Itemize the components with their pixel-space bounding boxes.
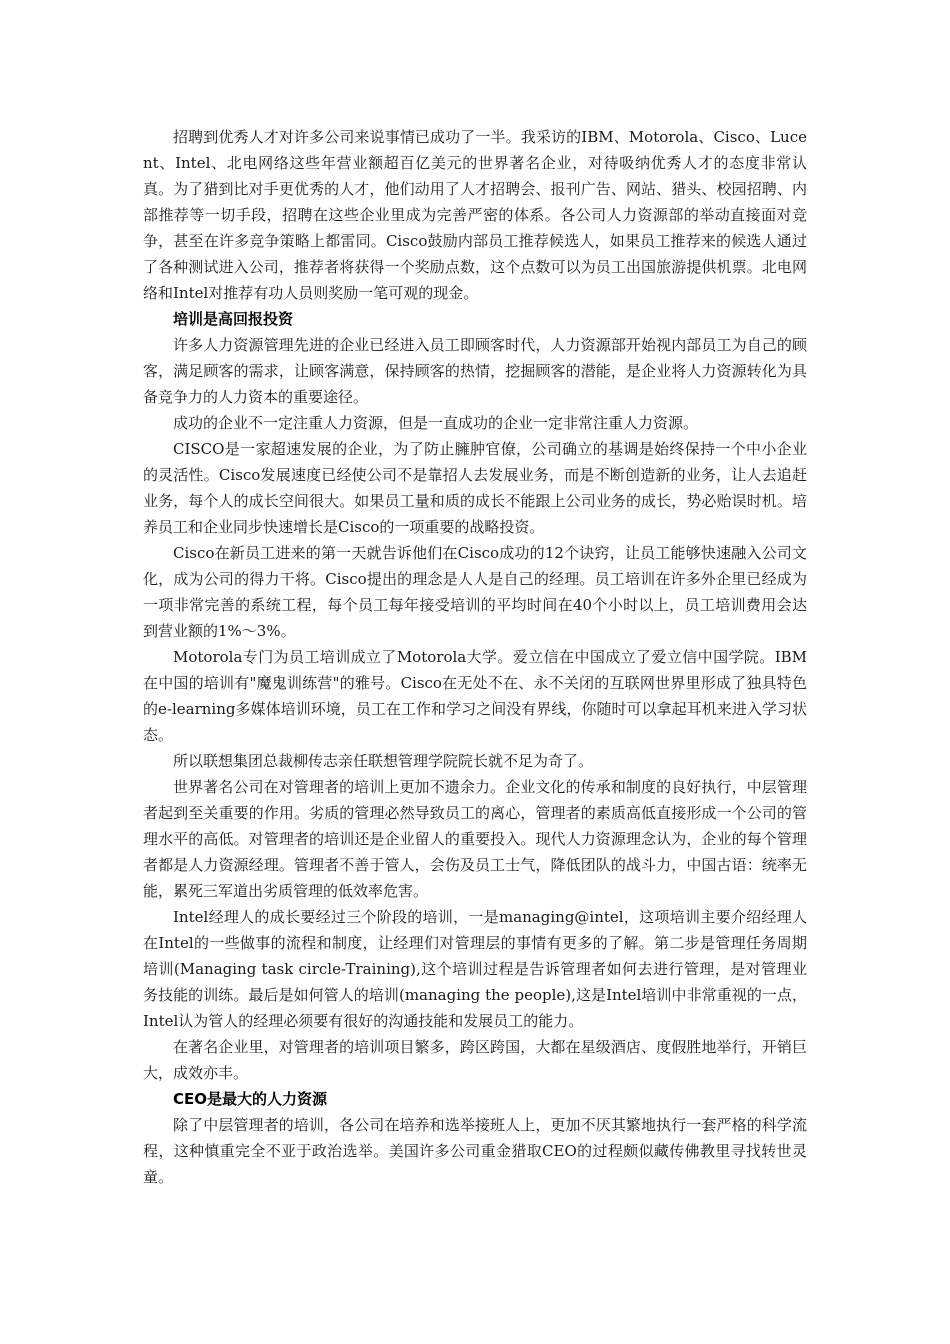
paragraph-cisco-new-employees: Cisco在新员工进来的第一天就告诉他们在Cisco成功的12个诀窍，让员工能够快速融入公司文化，成为公司的得力干将。Cisco提出的理念是人人是自己的经理。员工培训在许多外企里已经成为一项非常完善的系统工程，每个员工每年接受培训的平均时间在40个小时以上，员工培训费用会达到营业额的1%～3%。 <box>143 544 807 640</box>
paragraph-cisco-growth: CISCO是一家超速发展的企业，为了防止臃肿官僚，公司确立的基调是始终保持一个中小企业的灵活性。Cisco发展速度已经使公司不是靠招人去发展业务，而是不断创造新的业务，让人去追赶业务，每个人的成长空间很大。如果员工量和质的成长不能跟上公司业务的成长，势必贻误时机。培养员工和企业同步快速增长是Cisco的一项重要的战略投资。 <box>143 440 807 536</box>
paragraph-manager-training: 世界著名公司在对管理者的培训上更加不遗余力。企业文化的传承和制度的良好执行，中层管理者起到至关重要的作用。劣质的管理必然导致员工的离心，管理者的素质高低直接形成一个公司的管理水平的高低。对管理者的培训还是企业留人的重要投入。现代人力资源理念认为，企业的每个管理者都是人力资源经理。管理者不善于管人，会伤及员工士气，降低团队的战斗力，中国古语：统率无能，累死三军道出劣质管理的低效率危害。 <box>143 778 807 900</box>
paragraph-intel-training: Intel经理人的成长要经过三个阶段的培训，一是managing@intel，这项培训主要介绍经理人在Intel的一些做事的流程和制度，让经理们对管理层的事情有更多的了解。第二步是管理任务周期培训(Managing task circle-Training),这个培训过程是告诉管理者如何去进行管理，是对管理业务技能的训练。最后是如何管人的培训(managing the people),这是Intel培训中非常重视的一点，Intel认为管人的经理必须要有很好的沟通技能和发展员工的能力。 <box>143 908 807 1030</box>
paragraph-lenovo: 所以联想集团总裁柳传志亲任联想管理学院院长就不足为奇了。 <box>173 752 594 770</box>
paragraph-recruiting: 招聘到优秀人才对许多公司来说事情已成功了一半。我采访的IBM、Motorola、Cisco、Lucent、Intel、北电网络这些年营业额超百亿美元的世界著名企业，对待吸纳优秀人才的态度非常认真。为了猎到比对手更优秀的人才，他们动用了人才招聘会、报刊广告、网站、猎头、校园招聘、内部推荐等一切手段，招聘在这些企业里成为完善严密的体系。各公司人力资源部的举动直接面对竞争，甚至在许多竞争策略上都雷同。Cisco鼓励内部员工推荐候选人，如果员工推荐来的候选人通过了各种测试进入公司，推荐者将获得一个奖励点数，这个点数可以为员工出国旅游提供机票。北电网络和Intel对推荐有功人员则奖励一笔可观的现金。 <box>143 128 807 302</box>
section-heading-ceo: CEO是最大的人力资源 <box>173 1090 328 1108</box>
section-heading-training: 培训是高回报投资 <box>173 310 294 328</box>
paragraph-training-programs: 在著名企业里，对管理者的培训项目繁多，跨区跨国，大都在星级酒店、度假胜地举行，开销巨大，成效亦丰。 <box>143 1038 807 1082</box>
paragraph-employee-as-customer: 许多人力资源管理先进的企业已经进入员工即顾客时代，人力资源部开始视内部员工为自己的顾客，满足顾客的需求，让顾客满意，保持顾客的热情，挖掘顾客的潜能，是企业将人力资源转化为具备竞争力的人力资本的重要途径。 <box>143 336 807 406</box>
document-body <box>143 124 807 1190</box>
paragraph-successor-selection: 除了中层管理者的培训，各公司在培养和选举接班人上，更加不厌其繁地执行一套严格的科学流程，这种慎重完全不亚于政治选举。美国许多公司重金猎取CEO的过程颇似藏传佛教里寻找转世灵童。 <box>143 1116 807 1186</box>
paragraph-successful-enterprise: 成功的企业不一定注重人力资源，但是一直成功的企业一定非常注重人力资源。 <box>173 414 699 432</box>
paragraph-corporate-universities: Motorola专门为员工培训成立了Motorola大学。爱立信在中国成立了爱立信中国学院。IBM在中国的培训有"魔鬼训练营"的雅号。Cisco在无处不在、永不关闭的互联网世界里形成了独具特色的e-learning多媒体培训环境，员工在工作和学习之间没有界线，你随时可以拿起耳机来进入学习状态。 <box>143 648 807 744</box>
